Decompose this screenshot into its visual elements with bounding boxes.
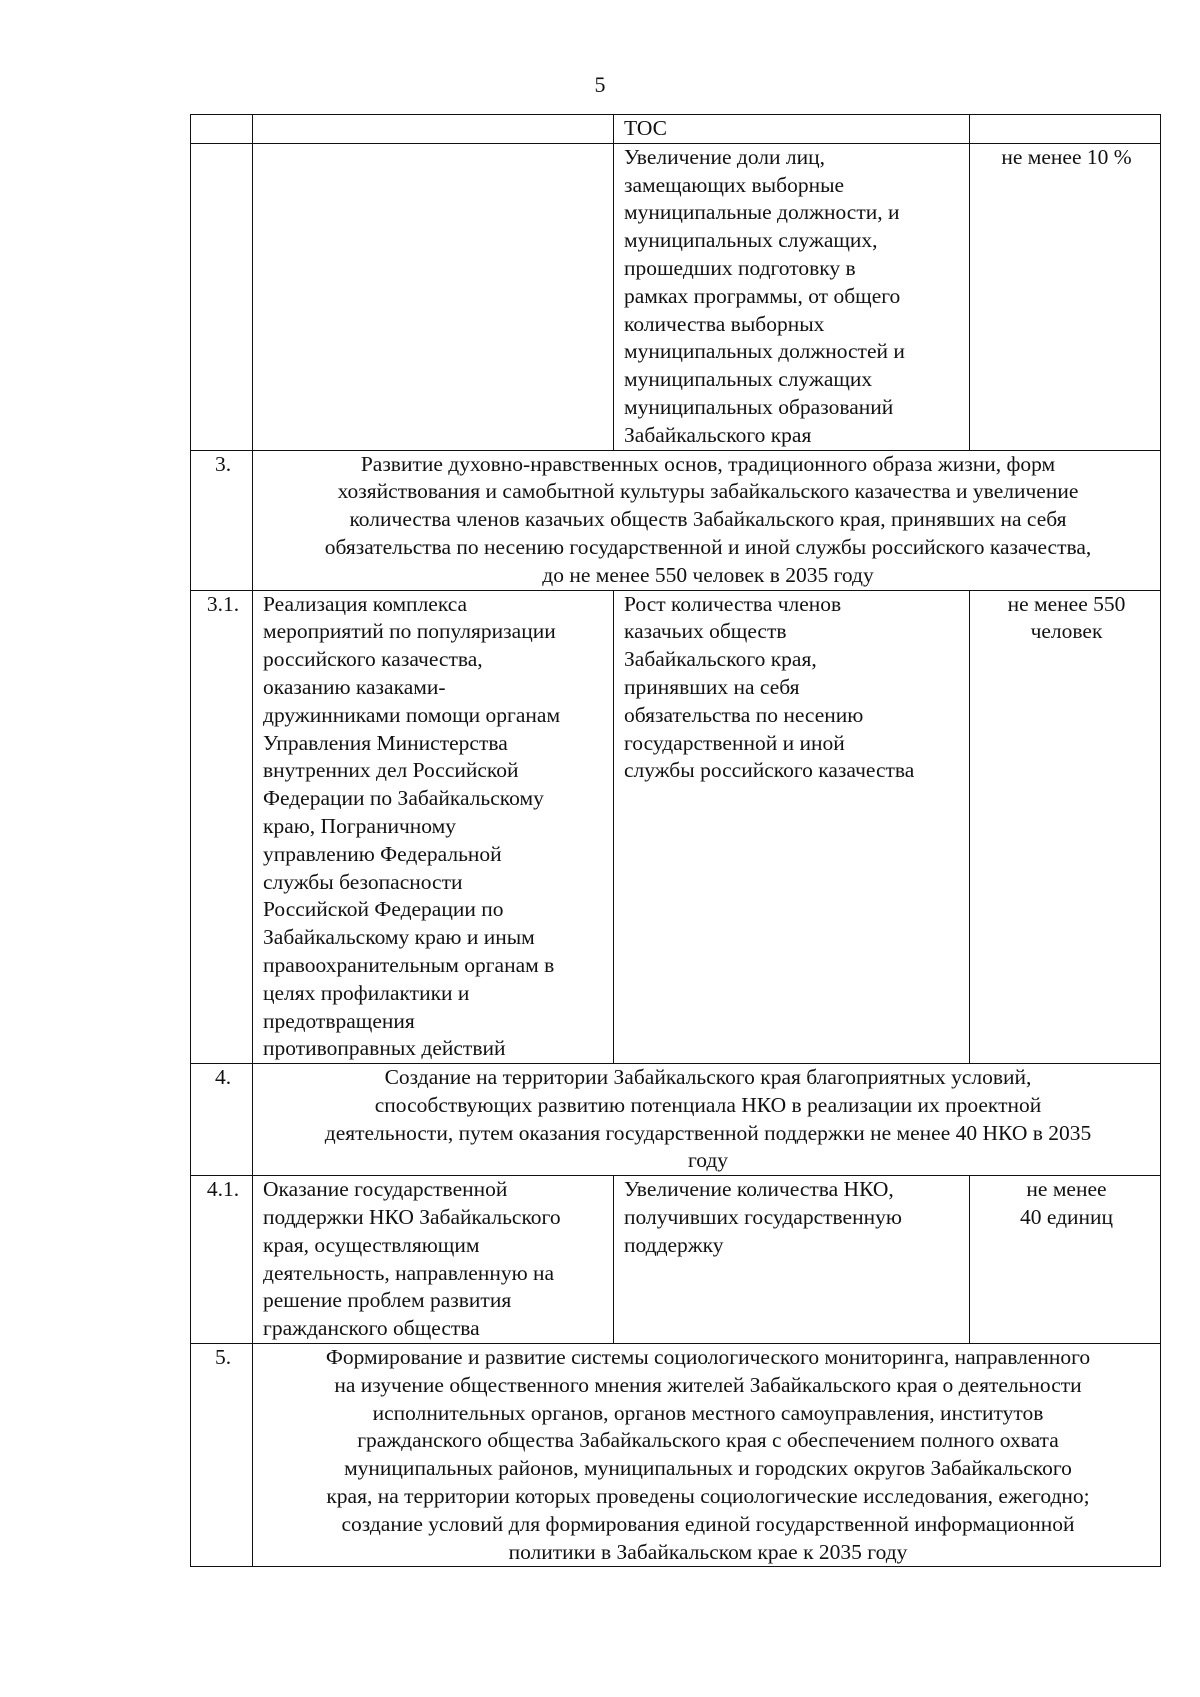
section-title: Развитие духовно-нравственных основ, традиционного образа жизни, форм хозяйствования и самобытной культуры забайкальского казачества и увеличение количества членов казачьих обществ Забайкальского края, принявших на себя обязательства по несению государственной и иной службы российского казачества, до не менее 550 человек в 2035 году — [253, 450, 1161, 590]
section-row — [191, 1064, 1161, 1176]
table-row — [191, 590, 1161, 1064]
page-number: 5 — [594, 72, 606, 97]
section-title: Создание на территории Забайкальского края благоприятных условий, способствующих развитию потенциала НКО в реализации их проектной деятельности, путем оказания государственной поддержки не менее 40 НКО в 2035 году — [253, 1064, 1161, 1176]
row-number — [191, 143, 253, 450]
activity-cell — [253, 115, 614, 144]
indicator-cell: ТОС — [614, 115, 970, 144]
section-row — [191, 1344, 1161, 1567]
section-row — [191, 450, 1161, 590]
indicator-cell: Увеличение доли лиц, замещающих выборные муниципальные должности, и муниципальных служащих, прошедших подготовку в рамках программы, от общего количества выборных муниципальных должностей и муниципальных служащих муниципальных образований Забайкальского края — [614, 143, 970, 450]
activity-cell: Реализация комплекса мероприятий по популяризации российского казачества, оказанию казаками- дружинниками помощи органам Управления Министерства внутренних дел Российской Федерации по Забайкальскому краю, Пограничному управлению Федеральной службы безопасности Российской Федерации по Забайкальскому краю и иным правоохранительным органам в целях профилактики и предотвращения противоправных действий — [253, 590, 614, 1064]
target-cell: не менее 550 человек — [970, 590, 1161, 1064]
row-number: 4.1. — [191, 1176, 253, 1344]
row-number — [191, 115, 253, 144]
row-number: 3.1. — [191, 590, 253, 1064]
indicator-cell: Увеличение количества НКО, получивших государственную поддержку — [614, 1176, 970, 1344]
indicator-cell: Рост количества членов казачьих обществ Забайкальского края, принявших на себя обязательства по несению государственной и иной службы российского казачества — [614, 590, 970, 1064]
target-cell: не менее 10 % — [970, 143, 1161, 450]
table-row — [191, 1176, 1161, 1344]
section-title: Формирование и развитие системы социологического мониторинга, направленного на изучение общественного мнения жителей Забайкальского края о деятельности исполнительных органов, органов местного самоуправления, институтов гражданского общества Забайкальского края с обеспечением полного охвата муниципальных районов, муниципальных и городских округов Забайкальского края, на территории которых проведены социологические исследования, ежегодно; создание условий для формирования единой государственной информационной политики в Забайкальском крае к 2035 году — [253, 1344, 1161, 1567]
section-number: 4. — [191, 1064, 253, 1176]
target-cell: не менее 40 единиц — [970, 1176, 1161, 1344]
table-row — [191, 143, 1161, 450]
measures-table — [190, 114, 1161, 1567]
activity-cell — [253, 143, 614, 450]
section-number: 3. — [191, 450, 253, 590]
target-cell — [970, 115, 1161, 144]
section-number: 5. — [191, 1344, 253, 1567]
table-row — [191, 115, 1161, 144]
activity-cell: Оказание государственной поддержки НКО Забайкальского края, осуществляющим деятельность, направленную на решение проблем развития гражданского общества — [253, 1176, 614, 1344]
